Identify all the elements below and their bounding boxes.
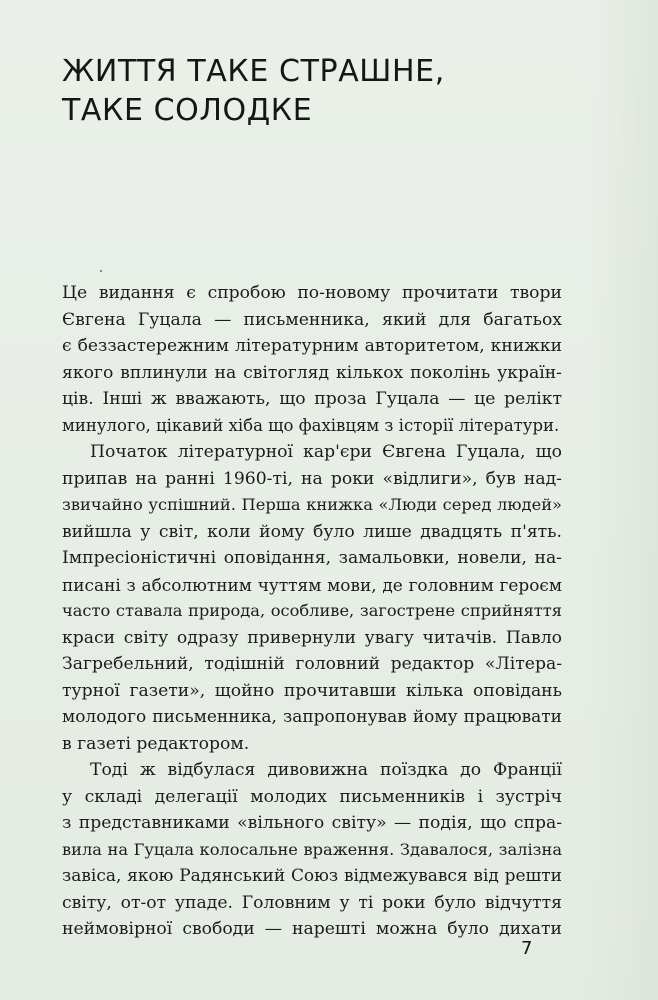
paragraph-line: припав на ранні 1960-ті, на роки «відлиги», був над- [62, 468, 562, 489]
body-text [62, 280, 562, 943]
chapter-title-line-1: ЖИТТЯ ТАКЕ СТРАШНЕ, [62, 54, 445, 89]
paragraph-line: турної газети», щойно прочитавши кілька оповідань [62, 680, 562, 701]
page-speck [100, 270, 102, 272]
paragraph-line: вила на Гуцала колосальне враження. Здавалося, залізна [62, 839, 562, 859]
paragraph-line: Початок літературної кар'єри Євгена Гуцала, що [90, 442, 562, 462]
paragraph-line: звичайно успішний. Перша книжка «Люди серед людей» [62, 495, 562, 514]
paragraph-line: в газеті редактором. [62, 733, 250, 754]
paragraph-line: неймовірної свободи — нарешті можна було дихати [62, 919, 562, 939]
paragraph-1 [62, 280, 562, 439]
paragraph-line: Тоді ж відбулася дивовижна поїздка до Франції [90, 760, 562, 780]
paragraph-line: минулого, цікавий хіба що фахівцям з історії літератури. [62, 415, 560, 435]
paragraph-line: часто ставала природа, особливе, загострене сприйняття [62, 601, 562, 620]
paragraph-line: у складі делегації молодих письменників і зустріч [62, 786, 562, 807]
paragraph-line: Це видання є спробою по-новому прочитати твори [62, 283, 562, 303]
paragraph-line: з представниками «вільного світу» — подія, що спра- [62, 813, 562, 833]
paragraph-line: Загребельний, тодішній головний редактор «Літера- [62, 654, 562, 674]
page-number: 7 [521, 938, 533, 959]
chapter-title [62, 52, 445, 130]
paragraph-line: молодого письменника, запропонував йому працювати [62, 707, 562, 727]
paragraph-line: є беззастережним літературним авторитетом, книжки [62, 336, 562, 356]
paragraph-line: краси світу одразу привернули увагу читачів. Павло [62, 627, 562, 648]
paragraph-line: вийшла у світ, коли йому було лише двадцять п'ять. [62, 521, 562, 542]
paragraph-line: світу, от-от упаде. Головним у ті роки було відчуття [62, 892, 562, 913]
paragraph-3 [62, 757, 562, 943]
paragraph-line: Імпресіоністичні оповідання, замальовки, новели, на- [62, 548, 562, 568]
paragraph-line: ців. Інші ж вважають, що проза Гуцала — це релікт [62, 389, 562, 409]
paragraph-line: Євгена Гуцала — письменника, який для багатьох [62, 309, 562, 330]
paragraph-line: завіса, якою Радянський Союз відмежувався від решти [62, 866, 562, 886]
paragraph-line: якого вплинули на світогляд кількох поколінь україн- [62, 362, 562, 383]
chapter-title-line-2: ТАКЕ СОЛОДКЕ [62, 93, 313, 128]
paragraph-line: писані з абсолютним чуттям мови, де головним героєм [62, 574, 562, 595]
paragraph-2 [62, 439, 562, 757]
